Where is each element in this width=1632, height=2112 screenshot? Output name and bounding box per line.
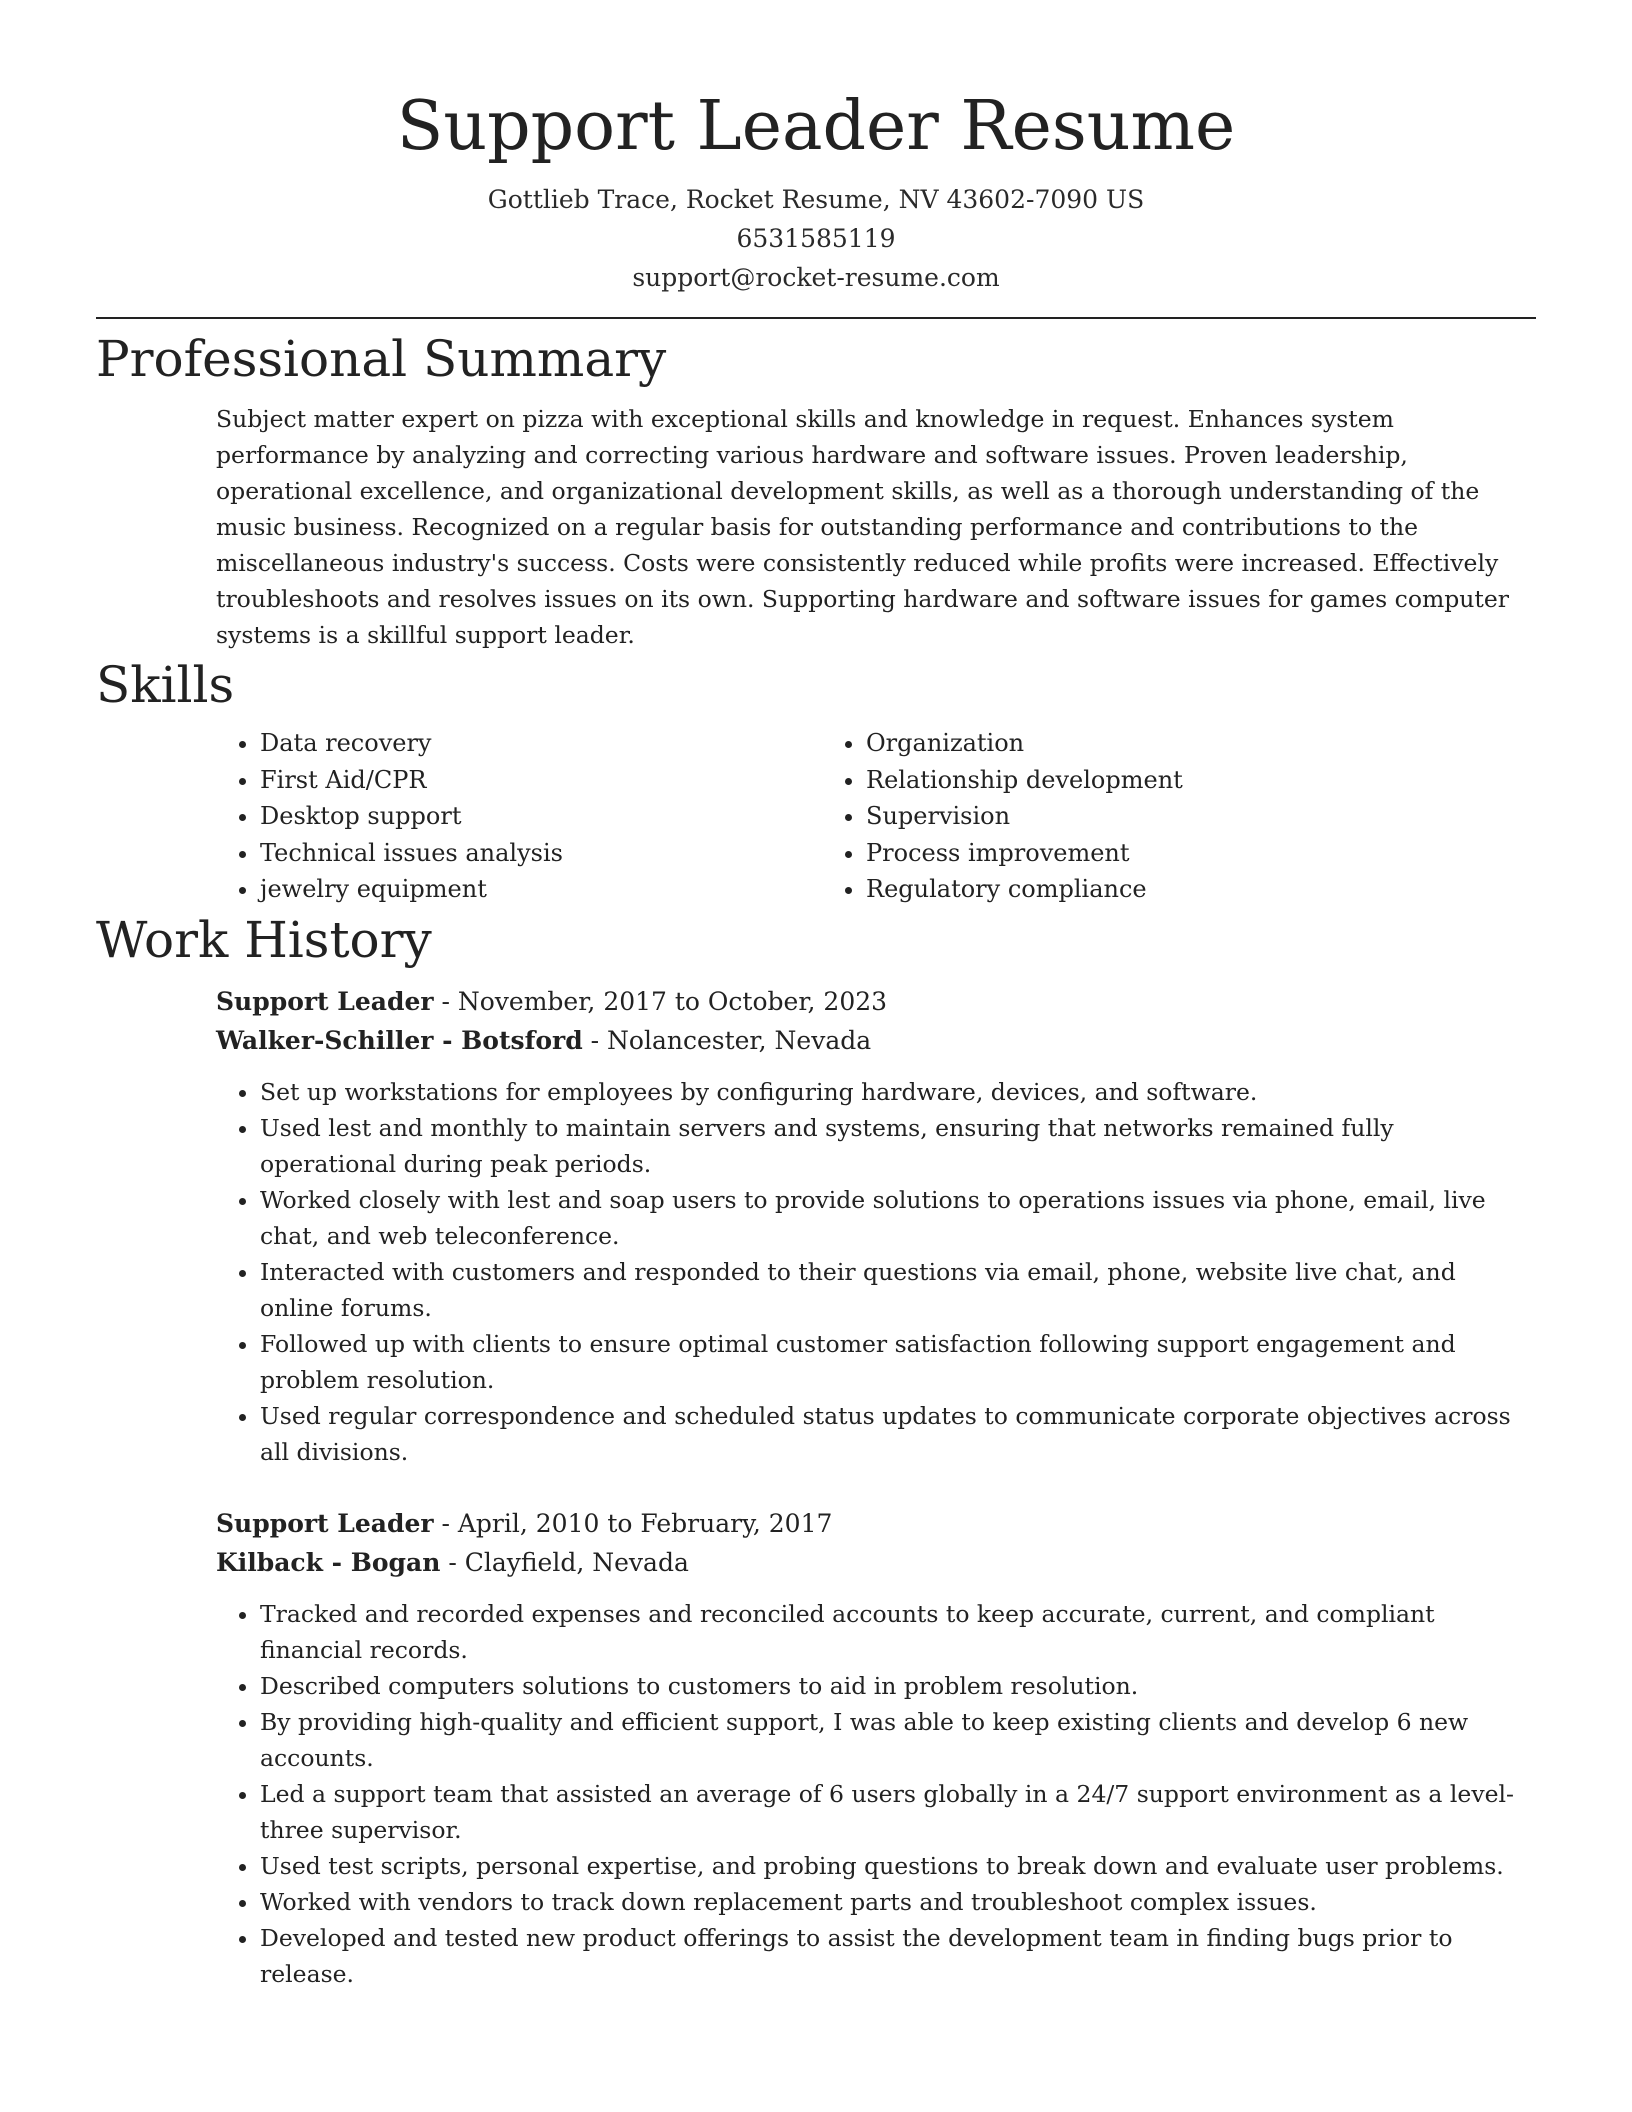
- skill-item: • Data recovery: [260, 725, 822, 762]
- contact-block: [96, 180, 1536, 297]
- job-location: - Nolancester, Nevada: [582, 1025, 872, 1055]
- job-company-line: [216, 1543, 1536, 1582]
- skill-item: • Regulatory compliance: [866, 871, 1428, 908]
- job-bullet: • Interacted with customers and responded to their questions via email, phone, website live chat, and online forums.: [260, 1254, 1536, 1326]
- contact-address: Gottlieb Trace, Rocket Resume, NV 43602-7090 US: [487, 185, 1145, 214]
- skills-column-left: [216, 725, 822, 908]
- job-bullets: [216, 1074, 1536, 1470]
- job-bullet: • Used lest and monthly to maintain servers and systems, ensuring that networks remained fully operational during peak periods.: [260, 1110, 1536, 1182]
- job-title: Support Leader: [216, 1508, 434, 1538]
- resume-page: [96, 0, 1536, 1992]
- job-bullets: [216, 1596, 1536, 1992]
- work-history-heading: Work History: [96, 910, 432, 969]
- job-entry: [216, 1504, 1536, 1992]
- job-company-line: [216, 1021, 1536, 1060]
- skills-list: [216, 725, 1536, 908]
- job-bullet: • By providing high-quality and efficient support, I was able to keep existing clients and develop 6 new accounts.: [260, 1704, 1536, 1776]
- contact-phone: 6531585119: [736, 224, 896, 253]
- job-bullet: • Tracked and recorded expenses and reconciled accounts to keep accurate, current, and compliant financial records.: [260, 1596, 1536, 1668]
- summary-heading: Professional Summary: [96, 330, 667, 388]
- job-company: Walker-Schiller - Botsford: [216, 1025, 583, 1055]
- job-bullet: • Led a support team that assisted an average of 6 users globally in a 24/7 support environment as a level-three supervisor.: [260, 1776, 1536, 1848]
- header-divider: [96, 317, 1536, 319]
- job-bullet: • Worked with vendors to track down replacement parts and troubleshoot complex issues.: [260, 1884, 1536, 1920]
- job-location: - Clayfield, Nevada: [440, 1547, 689, 1577]
- job-bullet: • Described computers solutions to customers to aid in problem resolution.: [260, 1668, 1536, 1704]
- job-title-line: [216, 982, 1536, 1021]
- job-company: Kilback - Bogan: [216, 1547, 441, 1577]
- skill-item: • Process improvement: [866, 835, 1428, 872]
- skill-item: • Organization: [866, 725, 1428, 762]
- skill-item: • Relationship development: [866, 762, 1428, 799]
- job-bullet: • Worked closely with lest and soap users to provide solutions to operations issues via phone, email, live chat, and web teleconference.: [260, 1182, 1536, 1254]
- job-bullet: • Developed and tested new product offerings to assist the development team in finding bugs prior to release.: [260, 1920, 1536, 1992]
- skills-heading: Skills: [96, 656, 235, 714]
- resume-header: [96, 0, 1536, 297]
- skill-item: • Supervision: [866, 798, 1428, 835]
- job-dates: - April, 2010 to February, 2017: [433, 1508, 833, 1538]
- job-title: Support Leader: [216, 986, 434, 1016]
- contact-email: support@rocket-resume.com: [632, 263, 1000, 292]
- summary-text: Subject matter expert on pizza with exceptional skills and knowledge in request. Enhances system performance by analyzing and correcting various hardware and software issues. Proven leadership, operational excellence, and organizational development skills, as well as a thorough understanding of the music business. Recognized on a regular basis for outstanding performance and contributions to the miscellaneous industry's success. Costs were consistently reduced while profits were increased. Effectively troubleshoots and resolves issues on its own. Supporting hardware and software issues for games computer systems is a skillful support leader.: [216, 405, 1510, 649]
- job-title-line: [216, 1504, 1536, 1543]
- skill-item: • Desktop support: [260, 798, 822, 835]
- skills-column-right: [822, 725, 1428, 908]
- job-bullet: • Used regular correspondence and scheduled status updates to communicate corporate objectives across all divisions.: [260, 1398, 1536, 1470]
- job-dates: - November, 2017 to October, 2023: [433, 986, 888, 1016]
- skill-item: • jewelry equipment: [260, 871, 822, 908]
- skill-item: • First Aid/CPR: [260, 762, 822, 799]
- job-entry: [216, 982, 1536, 1470]
- job-bullet: • Followed up with clients to ensure optimal customer satisfaction following support engagement and problem resolution.: [260, 1326, 1536, 1398]
- skill-item: • Technical issues analysis: [260, 835, 822, 872]
- job-bullet: • Set up workstations for employees by configuring hardware, devices, and software.: [260, 1074, 1536, 1110]
- job-bullet: • Used test scripts, personal expertise, and probing questions to break down and evaluate user problems.: [260, 1848, 1536, 1884]
- resume-title: Support Leader Resume: [396, 87, 1236, 166]
